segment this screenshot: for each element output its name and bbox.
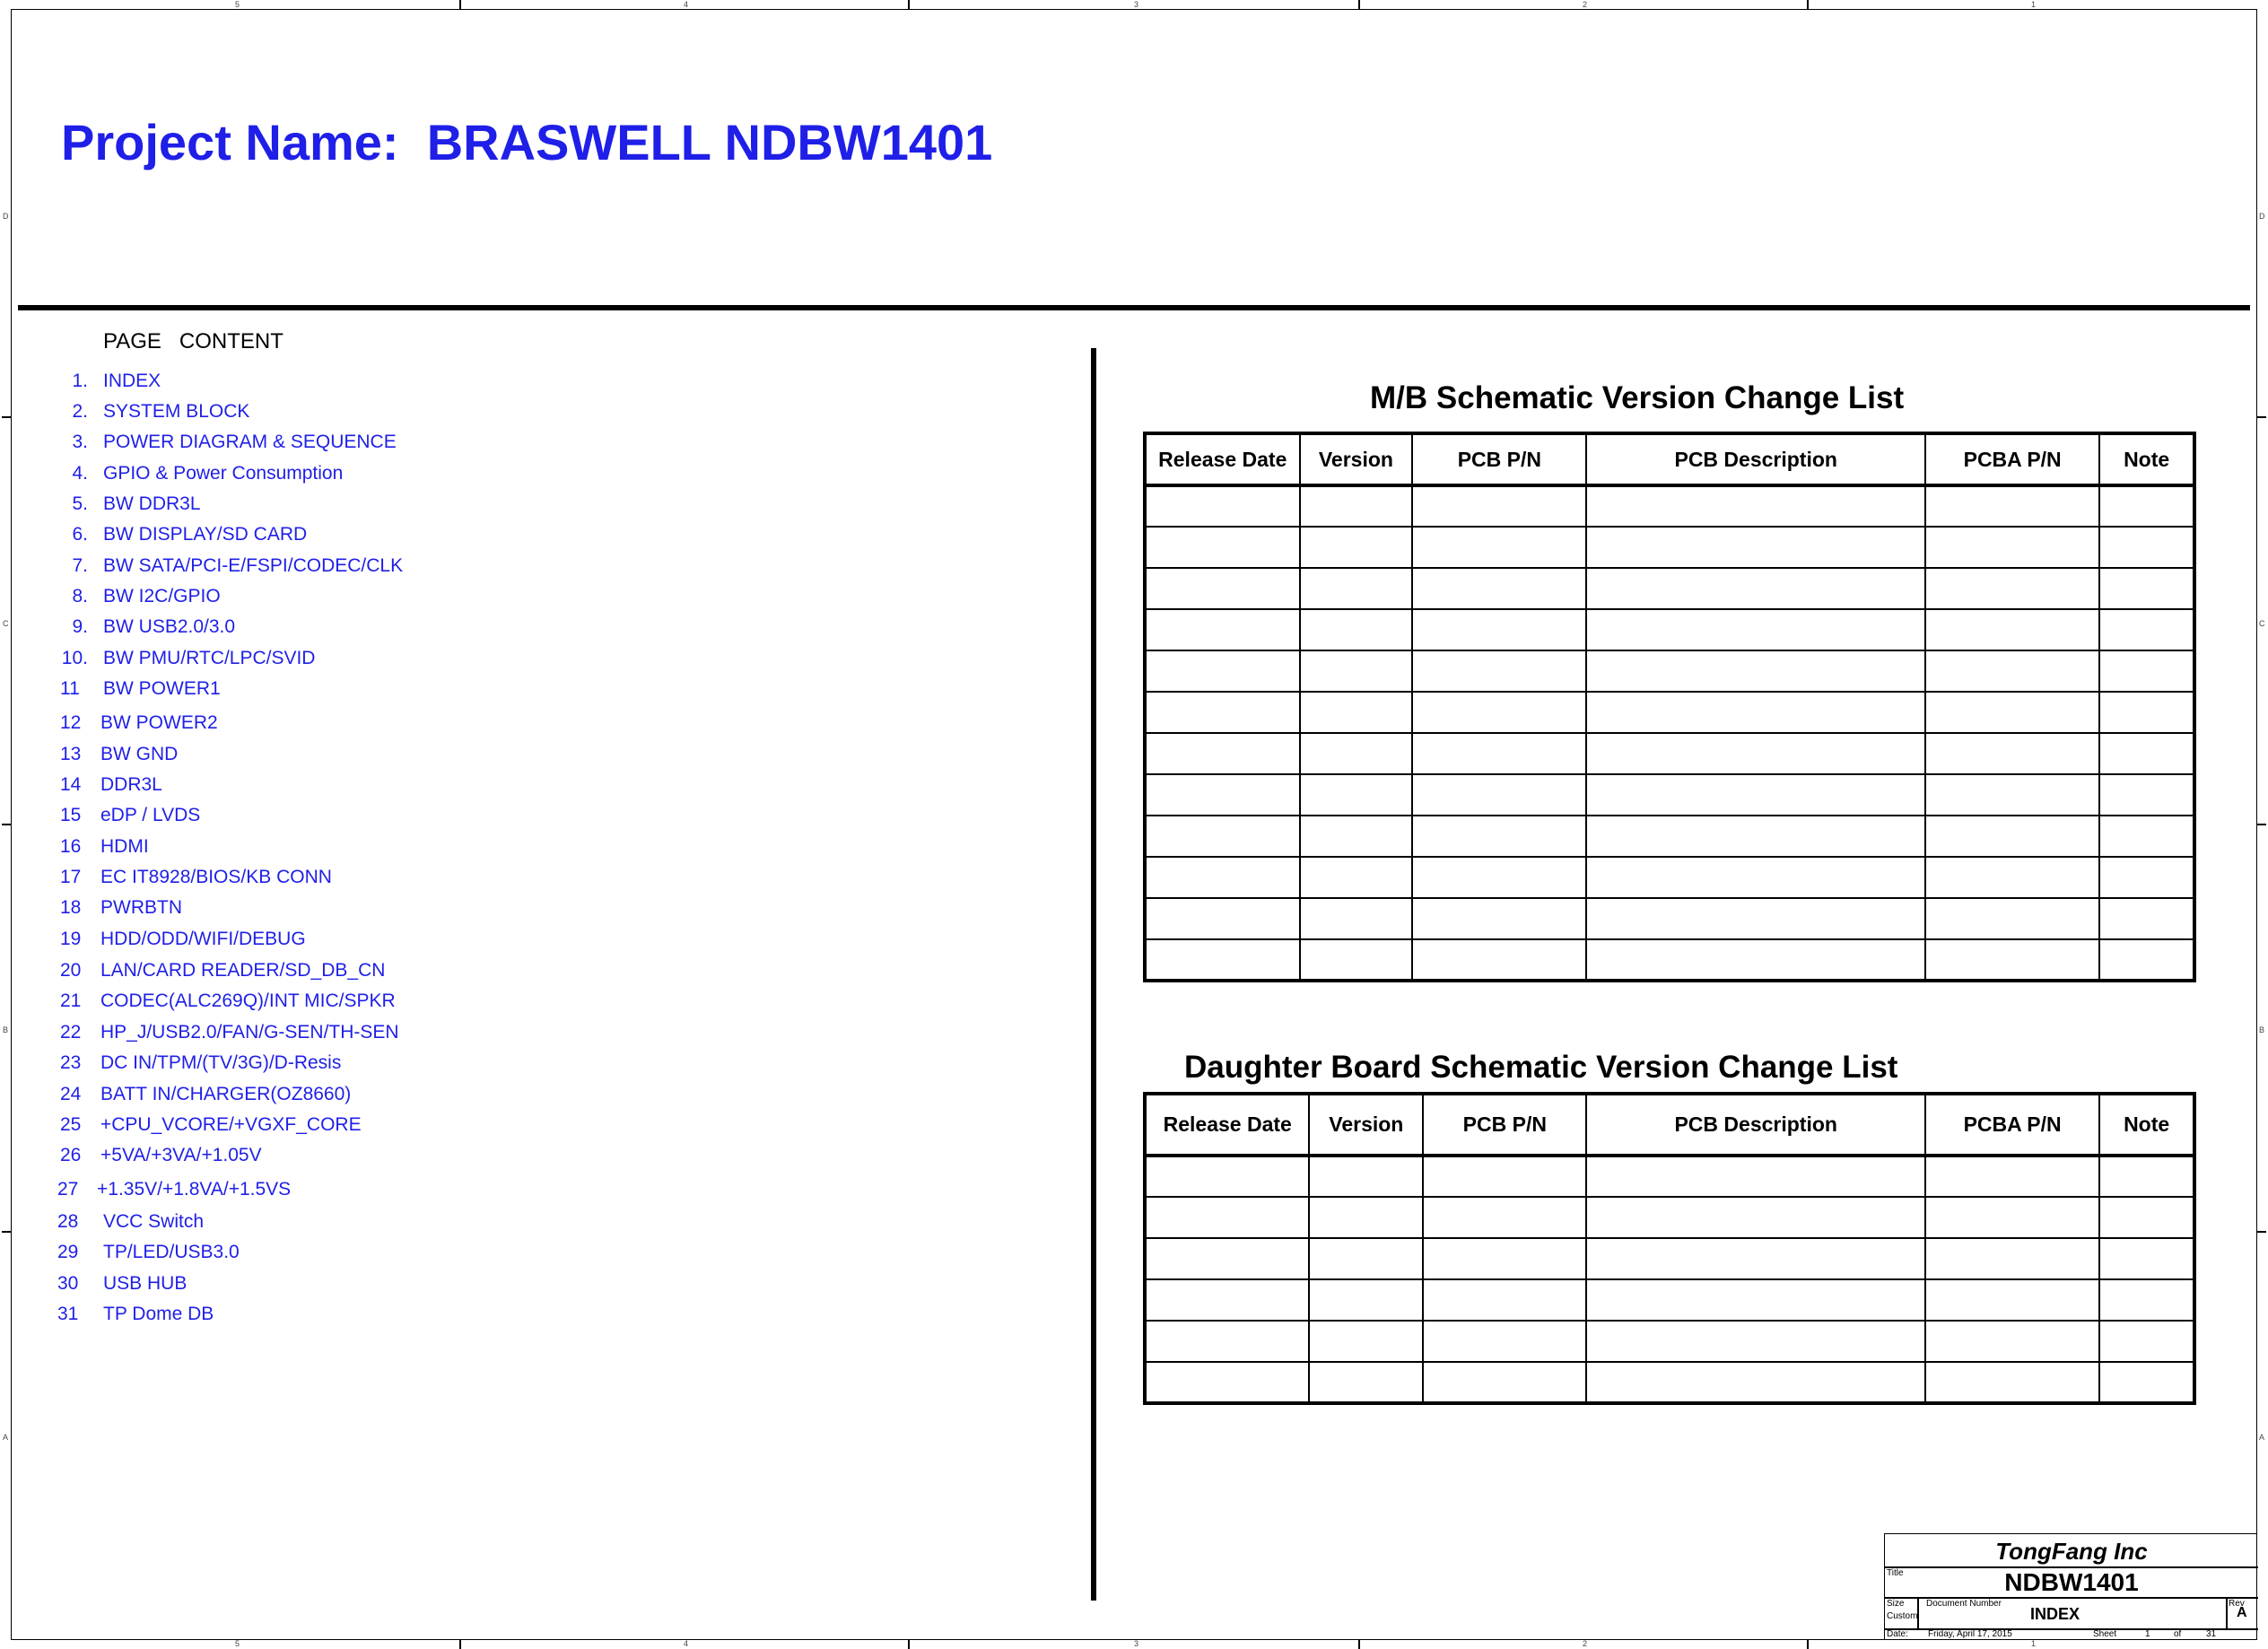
toc-page-title: BW SATA/PCI-E/FSPI/CODEC/CLK	[103, 555, 404, 576]
table-cell[interactable]	[1925, 485, 2099, 527]
table-cell[interactable]	[1925, 774, 2099, 816]
toc-page-title: HP_J/USB2.0/FAN/G-SEN/TH-SEN	[100, 1022, 399, 1043]
toc-page-number: 19	[60, 929, 82, 949]
zone-tick	[2, 824, 11, 825]
zone-row-label: B	[2259, 1025, 2265, 1034]
toc-page-number: 9.	[72, 616, 88, 637]
toc-page-number: 12	[60, 712, 82, 733]
table-row	[1145, 733, 2194, 774]
table-cell[interactable]	[1412, 568, 1586, 609]
table-cell[interactable]	[1925, 650, 2099, 692]
toc-page-title: +CPU_VCORE/+VGXF_CORE	[100, 1114, 362, 1135]
toc-page-number: 6.	[72, 524, 88, 545]
table-cell[interactable]	[2099, 774, 2194, 816]
table-row	[1145, 1321, 2194, 1362]
toc-page-title: BW DDR3L	[103, 493, 201, 514]
title-divider	[18, 305, 2250, 310]
table-cell[interactable]	[2099, 1362, 2194, 1403]
table-cell[interactable]	[1300, 609, 1413, 650]
toc-page-title: POWER DIAGRAM & SEQUENCE	[103, 432, 397, 452]
table-row	[1145, 816, 2194, 857]
toc-page-title: +5VA/+3VA/+1.05V	[100, 1145, 262, 1165]
table-row	[1145, 774, 2194, 816]
toc-page-number: 21	[60, 990, 82, 1011]
table-row	[1145, 1197, 2194, 1238]
toc-page-number: 2.	[72, 401, 88, 422]
table-cell[interactable]	[1412, 609, 1586, 650]
table-cell[interactable]	[1925, 898, 2099, 939]
table-cell[interactable]	[1925, 527, 2099, 568]
zone-row-label: A	[2259, 1433, 2265, 1442]
table-cell[interactable]	[1412, 650, 1586, 692]
table-cell[interactable]	[1586, 1279, 1925, 1321]
table-cell[interactable]	[1925, 1279, 2099, 1321]
table-cell[interactable]	[1925, 1362, 2099, 1403]
zone-tick	[908, 0, 910, 9]
table-cell[interactable]	[1412, 857, 1586, 898]
table-cell[interactable]	[1300, 527, 1413, 568]
table-cell[interactable]	[1145, 1321, 1309, 1362]
table-cell[interactable]	[1586, 1362, 1925, 1403]
table-cell[interactable]	[1423, 1197, 1586, 1238]
zone-tick	[2, 416, 11, 418]
zone-col-label: 1	[2031, 0, 2037, 9]
table-cell[interactable]	[1586, 774, 1925, 816]
col-pcb-pn: PCB P/N	[1412, 433, 1586, 485]
zone-col-label: 4	[684, 1639, 689, 1648]
table-cell[interactable]	[1925, 568, 2099, 609]
table-cell[interactable]	[1145, 774, 1300, 816]
table-cell[interactable]	[1145, 1156, 1309, 1197]
table-cell[interactable]	[1925, 939, 2099, 981]
table-cell[interactable]	[1309, 1279, 1423, 1321]
toc-page-title: HDMI	[100, 836, 149, 857]
table-cell[interactable]	[2099, 1279, 2194, 1321]
toc-page-number: 27	[57, 1179, 79, 1200]
toc-page-title: BW GND	[100, 744, 179, 764]
toc-page-number: 4.	[72, 463, 88, 484]
table-row	[1145, 650, 2194, 692]
toc-page-number: 1.	[72, 371, 88, 391]
table-cell[interactable]	[1586, 1321, 1925, 1362]
table-cell[interactable]	[1309, 1238, 1423, 1279]
toc-page-number: 3.	[72, 432, 88, 452]
toc-page-number: 13	[60, 744, 82, 764]
table-cell[interactable]	[1423, 1238, 1586, 1279]
table-cell[interactable]	[1145, 939, 1300, 981]
date-value: Friday, April 17, 2015	[1928, 1629, 2012, 1639]
table-row	[1145, 692, 2194, 733]
table-cell[interactable]	[1300, 485, 1413, 527]
table-cell[interactable]	[1300, 816, 1413, 857]
zone-tick	[2, 1231, 11, 1233]
toc-page-number: 24	[60, 1084, 82, 1104]
zone-row-label: B	[3, 1025, 9, 1034]
total-sheets: 31	[2206, 1629, 2217, 1639]
toc-page-title: LAN/CARD READER/SD_DB_CN	[100, 960, 386, 981]
rev-value: A	[2237, 1605, 2247, 1620]
table-cell[interactable]	[1145, 650, 1300, 692]
table-cell[interactable]	[1412, 733, 1586, 774]
toc-page-title: +1.35V/+1.8VA/+1.5VS	[97, 1179, 292, 1200]
zone-tick	[459, 1640, 461, 1649]
zone-col-label: 3	[1134, 0, 1139, 9]
zone-col-label: 4	[684, 0, 689, 9]
zone-row-label: D	[3, 212, 9, 221]
table-cell[interactable]	[1586, 568, 1925, 609]
toc-page-title: CODEC(ALC269Q)/INT MIC/SPKR	[100, 990, 396, 1011]
table-row	[1145, 568, 2194, 609]
table-cell[interactable]	[1145, 898, 1300, 939]
table-cell[interactable]	[1586, 1197, 1925, 1238]
toc-page-title: BATT IN/CHARGER(OZ8660)	[100, 1084, 352, 1104]
zone-tick	[908, 1640, 910, 1649]
table-cell[interactable]	[2099, 485, 2194, 527]
table-cell[interactable]	[1309, 1156, 1423, 1197]
table-cell[interactable]	[1145, 857, 1300, 898]
toc-page-number: 28	[57, 1211, 79, 1232]
table-row	[1145, 939, 2194, 981]
table-cell[interactable]	[1145, 733, 1300, 774]
toc-page-number: 8.	[72, 586, 88, 606]
table-cell[interactable]	[2099, 568, 2194, 609]
table-cell[interactable]	[2099, 1321, 2194, 1362]
sheet-label: Sheet	[2093, 1629, 2117, 1639]
table-cell[interactable]	[1586, 898, 1925, 939]
table-cell[interactable]	[1423, 1321, 1586, 1362]
toc-page-title: BW USB2.0/3.0	[103, 616, 236, 637]
toc-page-title: DDR3L	[100, 774, 162, 795]
table-cell[interactable]	[1925, 1321, 2099, 1362]
toc-page-title: BW I2C/GPIO	[103, 586, 221, 606]
zone-row-label: A	[3, 1433, 9, 1442]
table-cell[interactable]	[1586, 527, 1925, 568]
col-version: Version	[1309, 1094, 1423, 1156]
table-cell[interactable]	[2099, 1197, 2194, 1238]
toc-page-title: SYSTEM BLOCK	[103, 401, 250, 422]
sheet-value: 1	[2145, 1629, 2150, 1639]
table-cell[interactable]	[1586, 939, 1925, 981]
zone-tick	[1358, 1640, 1360, 1649]
db-table-title: Daughter Board Schematic Version Change List	[1184, 1050, 1898, 1085]
table-cell[interactable]	[2099, 692, 2194, 733]
table-cell[interactable]	[1412, 527, 1586, 568]
zone-col-label: 2	[1583, 1639, 1588, 1648]
table-cell[interactable]	[1423, 1362, 1586, 1403]
table-row	[1145, 609, 2194, 650]
toc-page-number: 22	[60, 1022, 82, 1043]
zone-row-label: C	[3, 619, 9, 628]
toc-page-number: 25	[60, 1114, 82, 1135]
table-cell[interactable]	[2099, 857, 2194, 898]
table-cell[interactable]	[2099, 1238, 2194, 1279]
db-change-table	[1143, 1092, 2196, 1405]
table-cell[interactable]	[1586, 733, 1925, 774]
zone-col-label: 3	[1134, 1639, 1139, 1648]
zone-tick	[1358, 0, 1360, 9]
table-cell[interactable]	[1412, 939, 1586, 981]
mb-table-title: M/B Schematic Version Change List	[1370, 380, 1905, 415]
zone-tick	[2257, 416, 2266, 418]
toc-page-number: 7.	[72, 555, 88, 576]
table-cell[interactable]	[1925, 1197, 2099, 1238]
table-cell[interactable]	[2099, 527, 2194, 568]
title-block	[1884, 1533, 2257, 1640]
table-cell[interactable]	[1309, 1197, 1423, 1238]
of-label: of	[2174, 1629, 2182, 1639]
project-title: Project Name: BRASWELL NDBW1401	[61, 114, 993, 170]
company-name: TongFang Inc	[1995, 1538, 2148, 1565]
table-cell[interactable]	[1145, 527, 1300, 568]
table-cell[interactable]	[1586, 1156, 1925, 1197]
table-cell[interactable]	[1925, 816, 2099, 857]
table-cell[interactable]	[1145, 568, 1300, 609]
toc-page-number: 14	[60, 774, 82, 795]
table-row	[1145, 1238, 2194, 1279]
doc-number: INDEX	[2030, 1605, 2080, 1623]
table-row	[1145, 485, 2194, 527]
toc-page-title: BW PMU/RTC/LPC/SVID	[103, 648, 316, 668]
table-cell[interactable]	[2099, 816, 2194, 857]
table-cell[interactable]	[1586, 857, 1925, 898]
toc-page-title: PWRBTN	[100, 897, 182, 918]
table-cell[interactable]	[1925, 1238, 2099, 1279]
table-cell[interactable]	[2099, 898, 2194, 939]
zone-row-label: D	[2259, 212, 2265, 221]
table-cell[interactable]	[1412, 898, 1586, 939]
toc-page-title: HDD/ODD/WIFI/DEBUG	[100, 929, 306, 949]
table-cell[interactable]	[1423, 1156, 1586, 1197]
toc-page-title: DC IN/TPM/(TV/3G)/D-Resis	[100, 1052, 342, 1073]
table-cell[interactable]	[1925, 692, 2099, 733]
toc-header: PAGE CONTENT	[103, 329, 284, 353]
table-cell[interactable]	[1300, 692, 1413, 733]
size-label: Size	[1887, 1599, 1905, 1609]
zone-row-label: C	[2259, 619, 2265, 628]
col-pcba-pn: PCBA P/N	[1925, 1094, 2099, 1156]
zone-tick	[459, 0, 461, 9]
col-release-date: Release Date	[1145, 433, 1300, 485]
col-release-date: Release Date	[1145, 1094, 1309, 1156]
size-value: Custom	[1887, 1611, 1918, 1621]
table-header-row	[1145, 433, 2194, 485]
zone-tick	[1807, 0, 1809, 9]
table-cell[interactable]	[1586, 1238, 1925, 1279]
table-header-row	[1145, 1094, 2194, 1156]
toc-page-number: 10.	[61, 648, 88, 668]
table-cell[interactable]	[2099, 1156, 2194, 1197]
table-cell[interactable]	[2099, 733, 2194, 774]
toc-page-title: GPIO & Power Consumption	[103, 463, 344, 484]
toc-page-title: TP/LED/USB3.0	[103, 1242, 240, 1262]
table-cell[interactable]	[1145, 485, 1300, 527]
toc-page-title: USB HUB	[103, 1273, 188, 1294]
table-row	[1145, 898, 2194, 939]
table-cell[interactable]	[1412, 816, 1586, 857]
table-cell[interactable]	[2099, 939, 2194, 981]
toc-page-number: 5.	[72, 493, 88, 514]
table-cell[interactable]	[1586, 692, 1925, 733]
toc-page-number: 20	[60, 960, 82, 981]
table-cell[interactable]	[1423, 1279, 1586, 1321]
table-cell[interactable]	[1145, 1279, 1309, 1321]
toc-page-number: 30	[57, 1273, 79, 1294]
table-cell[interactable]	[1586, 650, 1925, 692]
table-cell[interactable]	[1145, 1197, 1309, 1238]
toc-page-number: 16	[60, 836, 82, 857]
toc-page-number: 29	[57, 1242, 79, 1262]
table-row	[1145, 1156, 2194, 1197]
table-row	[1145, 527, 2194, 568]
table-cell[interactable]	[1586, 609, 1925, 650]
toc-page-title: TP Dome DB	[103, 1304, 214, 1324]
title-label: Title	[1887, 1568, 1904, 1578]
title-block-rule	[2226, 1597, 2228, 1628]
zone-tick	[2257, 824, 2266, 825]
toc-page-title: BW POWER2	[100, 712, 218, 733]
table-cell[interactable]	[1925, 733, 2099, 774]
table-cell[interactable]	[1412, 692, 1586, 733]
table-cell[interactable]	[1309, 1321, 1423, 1362]
table-cell[interactable]	[1300, 857, 1413, 898]
toc-page-number: 31	[57, 1304, 79, 1324]
col-pcba-pn: PCBA P/N	[1925, 433, 2099, 485]
drawing-title: NDBW1401	[2004, 1568, 2139, 1596]
table-cell[interactable]	[1925, 1156, 2099, 1197]
table-cell[interactable]	[1309, 1362, 1423, 1403]
vertical-divider	[1091, 348, 1096, 1601]
date-label: Date:	[1887, 1629, 1908, 1639]
table-cell[interactable]	[1925, 857, 2099, 898]
table-cell[interactable]	[1145, 1362, 1309, 1403]
table-cell[interactable]	[1925, 609, 2099, 650]
table-row	[1145, 1279, 2194, 1321]
table-cell[interactable]	[1586, 485, 1925, 527]
toc-page-number: 15	[60, 805, 82, 825]
table-cell[interactable]	[1145, 609, 1300, 650]
table-cell[interactable]	[1145, 1238, 1309, 1279]
col-version: Version	[1300, 433, 1413, 485]
table-cell[interactable]	[1412, 485, 1586, 527]
toc-page-title: BW POWER1	[103, 678, 221, 699]
toc-page-number: 11	[60, 678, 80, 699]
mb-change-table	[1143, 432, 2196, 982]
table-cell[interactable]	[1300, 733, 1413, 774]
toc-page-number: 17	[60, 867, 82, 887]
table-cell[interactable]	[1412, 774, 1586, 816]
table-cell[interactable]	[2099, 609, 2194, 650]
zone-tick	[1807, 1640, 1809, 1649]
table-row	[1145, 857, 2194, 898]
toc-page-title: eDP / LVDS	[100, 805, 201, 825]
table-cell[interactable]	[1145, 692, 1300, 733]
table-cell[interactable]	[1145, 816, 1300, 857]
table-cell[interactable]	[1300, 650, 1413, 692]
toc-page-number: 26	[60, 1145, 82, 1165]
table-row	[1145, 1362, 2194, 1403]
zone-col-label: 2	[1583, 0, 1588, 9]
toc-page-title: EC IT8928/BIOS/KB CONN	[100, 867, 332, 887]
rev-label: Rev	[2229, 1599, 2245, 1609]
toc-page-title: BW DISPLAY/SD CARD	[103, 524, 308, 545]
zone-tick	[2257, 1231, 2266, 1233]
table-cell[interactable]	[1300, 939, 1413, 981]
zone-col-label: 1	[2031, 1639, 2037, 1648]
col-pcb-pn: PCB P/N	[1423, 1094, 1586, 1156]
toc-page-title: VCC Switch	[103, 1211, 205, 1232]
doc-number-label: Document Number	[1926, 1599, 2002, 1609]
table-cell[interactable]	[1300, 774, 1413, 816]
toc-page-title: INDEX	[103, 371, 161, 391]
table-cell[interactable]	[1586, 816, 1925, 857]
col-pcb-description: PCB Description	[1586, 1094, 1925, 1156]
zone-col-label: 5	[235, 1639, 240, 1648]
toc-page-number: 23	[60, 1052, 82, 1073]
table-cell[interactable]	[1300, 898, 1413, 939]
zone-col-label: 5	[235, 0, 240, 9]
table-cell[interactable]	[1300, 568, 1413, 609]
toc-page-number: 18	[60, 897, 82, 918]
col-pcb-description: PCB Description	[1586, 433, 1925, 485]
col-note: Note	[2099, 433, 2194, 485]
col-note: Note	[2099, 1094, 2194, 1156]
table-cell[interactable]	[2099, 650, 2194, 692]
